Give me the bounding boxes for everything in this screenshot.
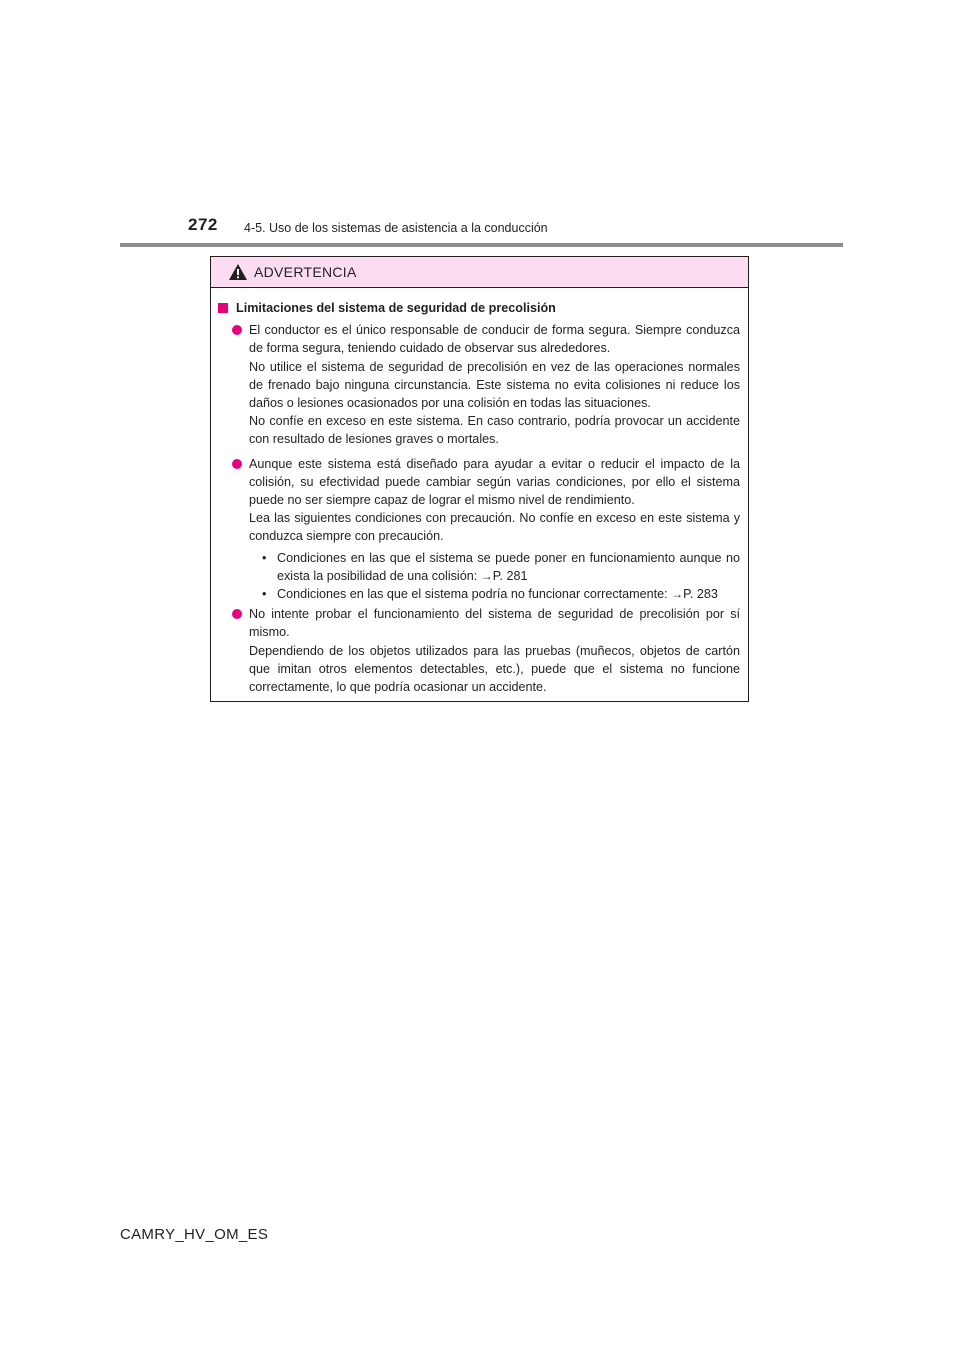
page-reference: P. 283 [683, 587, 718, 602]
circle-bullet-icon [232, 609, 242, 619]
condition-text: Condiciones en las que el sistema podría no funcionar correctamente: [277, 587, 668, 602]
bullet-paragraph: Lea las siguientes condiciones con precaución. No confíe en exceso en este sistema y conduzca siempre con precaución. [249, 511, 740, 544]
page-number: 272 [188, 215, 218, 234]
warning-triangle-icon [228, 263, 248, 281]
header-divider [120, 243, 843, 247]
condition-item [262, 549, 740, 585]
bullet-paragraph: No utilice el sistema de seguridad de precolisión en vez de las operaciones normales de frenado bajo ninguna circunstancia. Este sistema no evita colisiones ni reduce los daños o lesiones ocasionados por una colisión en todas las situaciones. [249, 359, 740, 411]
bullet-item [218, 321, 740, 448]
bullet-paragraph: No confíe en exceso en este sistema. En caso contrario, podría provocar un accidente con resultado de lesiones graves o mortales. [249, 414, 740, 447]
circle-bullet-icon [232, 325, 242, 335]
warning-label: ADVERTENCIA [254, 264, 357, 280]
document-code: CAMRY_HV_OM_ES [120, 1226, 269, 1243]
warning-box [210, 256, 749, 702]
page-reference: P. 281 [492, 568, 528, 583]
arrow-right-icon: → [480, 568, 493, 583]
bullet-item [218, 455, 740, 546]
warning-body [211, 288, 748, 696]
condition-text: Condiciones en las que el sistema se puede poner en funcionamiento aunque no exista la posibilidad de una colisión: [277, 550, 740, 583]
section-title: 4-5. Uso de los sistemas de asistencia a la conducción [244, 221, 548, 235]
list-marker: • [262, 550, 267, 565]
section-heading [218, 299, 740, 317]
list-marker: • [262, 587, 267, 602]
bullet-paragraph: Aunque este sistema está diseñado para ayudar a evitar o reducir el impacto de la colisión, su efectividad puede cambiar según varias condiciones, por ello el sistema puede no ser siempre capaz de lograr el mismo nivel de rendimiento. [249, 456, 740, 508]
bullet-paragraph: Dependiendo de los objetos utilizados para las pruebas (muñecos, objetos de cartón que imitan otros elementos detectables, etc.), puede que el sistema no funcione correctamente, lo que podría ocasionar un accidente. [249, 643, 740, 695]
arrow-right-icon: → [671, 587, 684, 602]
warning-header [211, 257, 748, 288]
condition-list [218, 549, 740, 604]
bullet-paragraph: El conductor es el único responsable de conducir de forma segura. Siempre conduzca de forma segura, teniendo cuidado de observar sus alrededores. [249, 323, 740, 356]
condition-item [262, 585, 740, 603]
square-bullet-icon [218, 303, 228, 313]
bullet-item [218, 605, 740, 696]
section-heading-text: Limitaciones del sistema de seguridad de precolisión [236, 301, 556, 315]
bullet-paragraph: No intente probar el funcionamiento del sistema de seguridad de precolisión por sí mismo. [249, 607, 740, 640]
circle-bullet-icon [232, 459, 242, 469]
